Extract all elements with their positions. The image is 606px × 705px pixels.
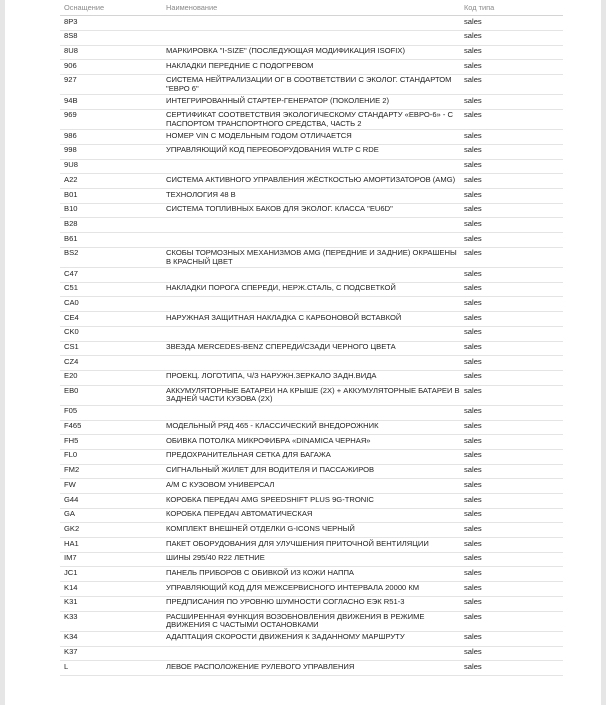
type-code: sales [460,95,563,110]
table-row [60,247,563,267]
table-row [60,130,563,145]
table-row [60,218,563,233]
type-code: sales [460,435,563,450]
type-code: sales [460,420,563,435]
type-code: sales [460,189,563,204]
option-code: F465 [60,420,162,435]
option-code: C51 [60,282,162,297]
option-code: B28 [60,218,162,233]
option-name: АККУМУЛЯТОРНЫЕ БАТАРЕИ НА КРЫШЕ (2X) + АККУМУЛЯТОРНЫЕ БАТАРЕИ В ЗАДНЕЙ ЧАСТИ КУЗОВА (2X) [162,385,460,405]
type-code: sales [460,538,563,553]
option-name: А/М С КУЗОВОМ УНИВЕРСАЛ [162,479,460,494]
option-name: КОРОБКА ПЕРЕДАЧ AMG SPEEDSHIFT PLUS 9G-TRONIC [162,494,460,509]
type-code: sales [460,144,563,159]
table-row [60,661,563,676]
option-name: ПАКЕТ ОБОРУДОВАНИЯ ДЛЯ УЛУЧШЕНИЯ ПРИТОЧНОЙ ВЕНТИЛЯЦИИ [162,538,460,553]
table-row [60,523,563,538]
type-code: sales [460,646,563,661]
option-code: CS1 [60,341,162,356]
type-code: sales [460,218,563,233]
option-name: КОРОБКА ПЕРЕДАЧ АВТОМАТИЧЕСКАЯ [162,508,460,523]
option-code: 927 [60,74,162,94]
option-name [162,405,460,420]
option-code: 8U8 [60,45,162,60]
option-name: СЕРТИФИКАТ СООТВЕТСТВИЯ ЭКОЛОГИЧЕСКОМУ СТАНДАРТУ «ЕВРО-6» - С ПАСПОРТОМ ТРАНСПОРТНОГО СРЕДСТВА, ЧАСТЬ 2 [162,109,460,129]
option-name: КОМПЛЕКТ ВНЕШНЕЙ ОТДЕЛКИ G-ICONS ЧЕРНЫЙ [162,523,460,538]
option-code: CZ4 [60,356,162,371]
table-row [60,74,563,94]
table-row [60,144,563,159]
type-code: sales [460,356,563,371]
type-code: sales [460,16,563,31]
type-code: sales [460,385,563,405]
option-code: EB0 [60,385,162,405]
table-row [60,567,563,582]
option-name: ПАНЕЛЬ ПРИБОРОВ С ОБИВКОЙ ИЗ КОЖИ НАППА [162,567,460,582]
table-row [60,596,563,611]
type-code: sales [460,661,563,676]
table-row [60,174,563,189]
type-code: sales [460,74,563,94]
option-name [162,159,460,174]
header-row [60,1,563,16]
option-code: K37 [60,646,162,661]
option-code: E20 [60,370,162,385]
option-name: УПРАВЛЯЮЩИЙ КОД ДЛЯ МЕЖСЕРВИСНОГО ИНТЕРВАЛА 20000 КМ [162,582,460,597]
type-code: sales [460,130,563,145]
option-code: B61 [60,233,162,248]
option-name [162,356,460,371]
type-code: sales [460,341,563,356]
type-code: sales [460,631,563,646]
table-row [60,405,563,420]
table-row [60,582,563,597]
option-name: ЗВЕЗДА MERCEDES-BENZ СПЕРЕДИ/СЗАДИ ЧЕРНОГО ЦВЕТА [162,341,460,356]
option-code: IM7 [60,552,162,567]
type-code: sales [460,247,563,267]
option-code: L [60,661,162,676]
table-row [60,297,563,312]
table-row [60,494,563,509]
table-row [60,646,563,661]
option-name: НАКЛАДКИ ПОРОГА СПЕРЕДИ, НЕРЖ.СТАЛЬ, С ПОДСВЕТКОЙ [162,282,460,297]
option-name: ПРЕДОХРАНИТЕЛЬНАЯ СЕТКА ДЛЯ БАГАЖА [162,449,460,464]
option-code: F05 [60,405,162,420]
table-row [60,370,563,385]
column-header-type: Код типа [460,1,563,16]
type-code: sales [460,567,563,582]
option-code: HA1 [60,538,162,553]
option-code: 8S8 [60,30,162,45]
type-code: sales [460,326,563,341]
option-name: ИНТЕГРИРОВАННЫЙ СТАРТЕР-ГЕНЕРАТОР (ПОКОЛЕНИЕ 2) [162,95,460,110]
table-row [60,356,563,371]
option-name: СИСТЕМА АКТИВНОГО УПРАВЛЕНИЯ ЖЁСТКОСТЬЮ АМОРТИЗАТОРОВ (AMG) [162,174,460,189]
table-row [60,60,563,75]
table-row [60,385,563,405]
option-name: ШИНЫ 295/40 R22 ЛЕТНИЕ [162,552,460,567]
option-code: K14 [60,582,162,597]
option-name: МОДЕЛЬНЫЙ РЯД 465 - КЛАССИЧЕСКИЙ ВНЕДОРОЖНИК [162,420,460,435]
option-code: FW [60,479,162,494]
option-name: СИСТЕМА ТОПЛИВНЫХ БАКОВ ДЛЯ ЭКОЛОГ. КЛАССА "EU6D" [162,203,460,218]
option-code: K31 [60,596,162,611]
option-name [162,30,460,45]
table-row [60,268,563,283]
option-code: 94B [60,95,162,110]
type-code: sales [460,370,563,385]
type-code: sales [460,297,563,312]
option-name: ПРЕДПИСАНИЯ ПО УРОВНЮ ШУМНОСТИ СОГЛАСНО ЕЭК R51-3 [162,596,460,611]
table-row [60,341,563,356]
option-code: GK2 [60,523,162,538]
type-code: sales [460,159,563,174]
table-row [60,30,563,45]
option-code: FH5 [60,435,162,450]
option-code: B10 [60,203,162,218]
page-left-edge [0,0,5,705]
page-right-edge [601,0,606,705]
option-name: МАРКИРОВКА "I-SIZE" (ПОСЛЕДУЮЩАЯ МОДИФИКАЦИЯ ISOFIX) [162,45,460,60]
option-name: ТЕХНОЛОГИЯ 48 В [162,189,460,204]
column-header-name: Наименование [162,1,460,16]
option-code: JC1 [60,567,162,582]
type-code: sales [460,596,563,611]
table-row [60,326,563,341]
type-code: sales [460,523,563,538]
option-code: CA0 [60,297,162,312]
table-row [60,95,563,110]
option-code: 998 [60,144,162,159]
options-table [60,1,563,676]
option-code: CK0 [60,326,162,341]
option-code: CE4 [60,312,162,327]
option-name: ЛЕВОЕ РАСПОЛОЖЕНИЕ РУЛЕВОГО УПРАВЛЕНИЯ [162,661,460,676]
type-code: sales [460,479,563,494]
table-row [60,16,563,31]
option-code: FL0 [60,449,162,464]
option-code: 969 [60,109,162,129]
options-table-header [60,1,563,16]
option-code: 9U8 [60,159,162,174]
table-row [60,508,563,523]
option-name: СИСТЕМА НЕЙТРАЛИЗАЦИИ ОГ В СООТВЕТСТВИИ С ЭКОЛОГ. СТАНДАРТОМ "ЕВРО 6" [162,74,460,94]
options-table-body [60,16,563,676]
table-row [60,449,563,464]
option-code: K34 [60,631,162,646]
type-code: sales [460,233,563,248]
option-name: НАКЛАДКИ ПЕРЕДНИЕ С ПОДОГРЕВОМ [162,60,460,75]
option-code: B01 [60,189,162,204]
table-row [60,282,563,297]
table-row [60,611,563,631]
table-row [60,552,563,567]
table-row [60,109,563,129]
type-code: sales [460,174,563,189]
type-code: sales [460,449,563,464]
option-code: G44 [60,494,162,509]
option-name [162,297,460,312]
table-row [60,435,563,450]
option-code: 906 [60,60,162,75]
option-name: НАРУЖНАЯ ЗАЩИТНАЯ НАКЛАДКА С КАРБОНОВОЙ ВСТАВКОЙ [162,312,460,327]
type-code: sales [460,508,563,523]
table-row [60,233,563,248]
option-name: УПРАВЛЯЮЩИЙ КОД ПЕРЕОБОРУДОВАНИЯ WLTP C RDE [162,144,460,159]
type-code: sales [460,405,563,420]
type-code: sales [460,45,563,60]
type-code: sales [460,268,563,283]
type-code: sales [460,582,563,597]
option-code: 8P3 [60,16,162,31]
option-code: FM2 [60,464,162,479]
type-code: sales [460,494,563,509]
option-code: K33 [60,611,162,631]
table-row [60,631,563,646]
type-code: sales [460,60,563,75]
table-row [60,464,563,479]
type-code: sales [460,611,563,631]
table-row [60,312,563,327]
type-code: sales [460,464,563,479]
option-code: C47 [60,268,162,283]
table-row [60,420,563,435]
option-name: РАСШИРЕННАЯ ФУНКЦИЯ ВОЗОБНОВЛЕНИЯ ДВИЖЕНИЯ В РЕЖИМЕ ДВИЖЕНИЯ С ЧАСТЫМИ ОСТАНОВКАМИ [162,611,460,631]
column-header-code: Оснащение [60,1,162,16]
option-name [162,16,460,31]
option-name [162,218,460,233]
option-name: СКОБЫ ТОРМОЗНЫХ МЕХАНИЗМОВ AMG (ПЕРЕДНИЕ И ЗАДНИЕ) ОКРАШЕНЫ В КРАСНЫЙ ЦВЕТ [162,247,460,267]
table-row [60,538,563,553]
table-row [60,479,563,494]
option-name: НОМЕР VIN С МОДЕЛЬНЫМ ГОДОМ ОТЛИЧАЕТСЯ [162,130,460,145]
type-code: sales [460,30,563,45]
type-code: sales [460,552,563,567]
option-code: BS2 [60,247,162,267]
type-code: sales [460,312,563,327]
type-code: sales [460,203,563,218]
type-code: sales [460,109,563,129]
option-code: 986 [60,130,162,145]
type-code: sales [460,282,563,297]
table-row [60,189,563,204]
option-name [162,233,460,248]
option-name: СИГНАЛЬНЫЙ ЖИЛЕТ ДЛЯ ВОДИТЕЛЯ И ПАССАЖИРОВ [162,464,460,479]
option-name: ОБИВКА ПОТОЛКА МИКРОФИБРА «DINAMICA ЧЕРНАЯ» [162,435,460,450]
option-name [162,646,460,661]
option-code: A22 [60,174,162,189]
option-name: АДАПТАЦИЯ СКОРОСТИ ДВИЖЕНИЯ К ЗАДАННОМУ МАРШРУТУ [162,631,460,646]
option-name [162,326,460,341]
option-name: ПРОЕКЦ. ЛОГОТИПА, Ч/З НАРУЖН.ЗЕРКАЛО ЗАДН.ВИДА [162,370,460,385]
option-code: GA [60,508,162,523]
table-row [60,45,563,60]
option-name [162,268,460,283]
table-row [60,159,563,174]
table-row [60,203,563,218]
